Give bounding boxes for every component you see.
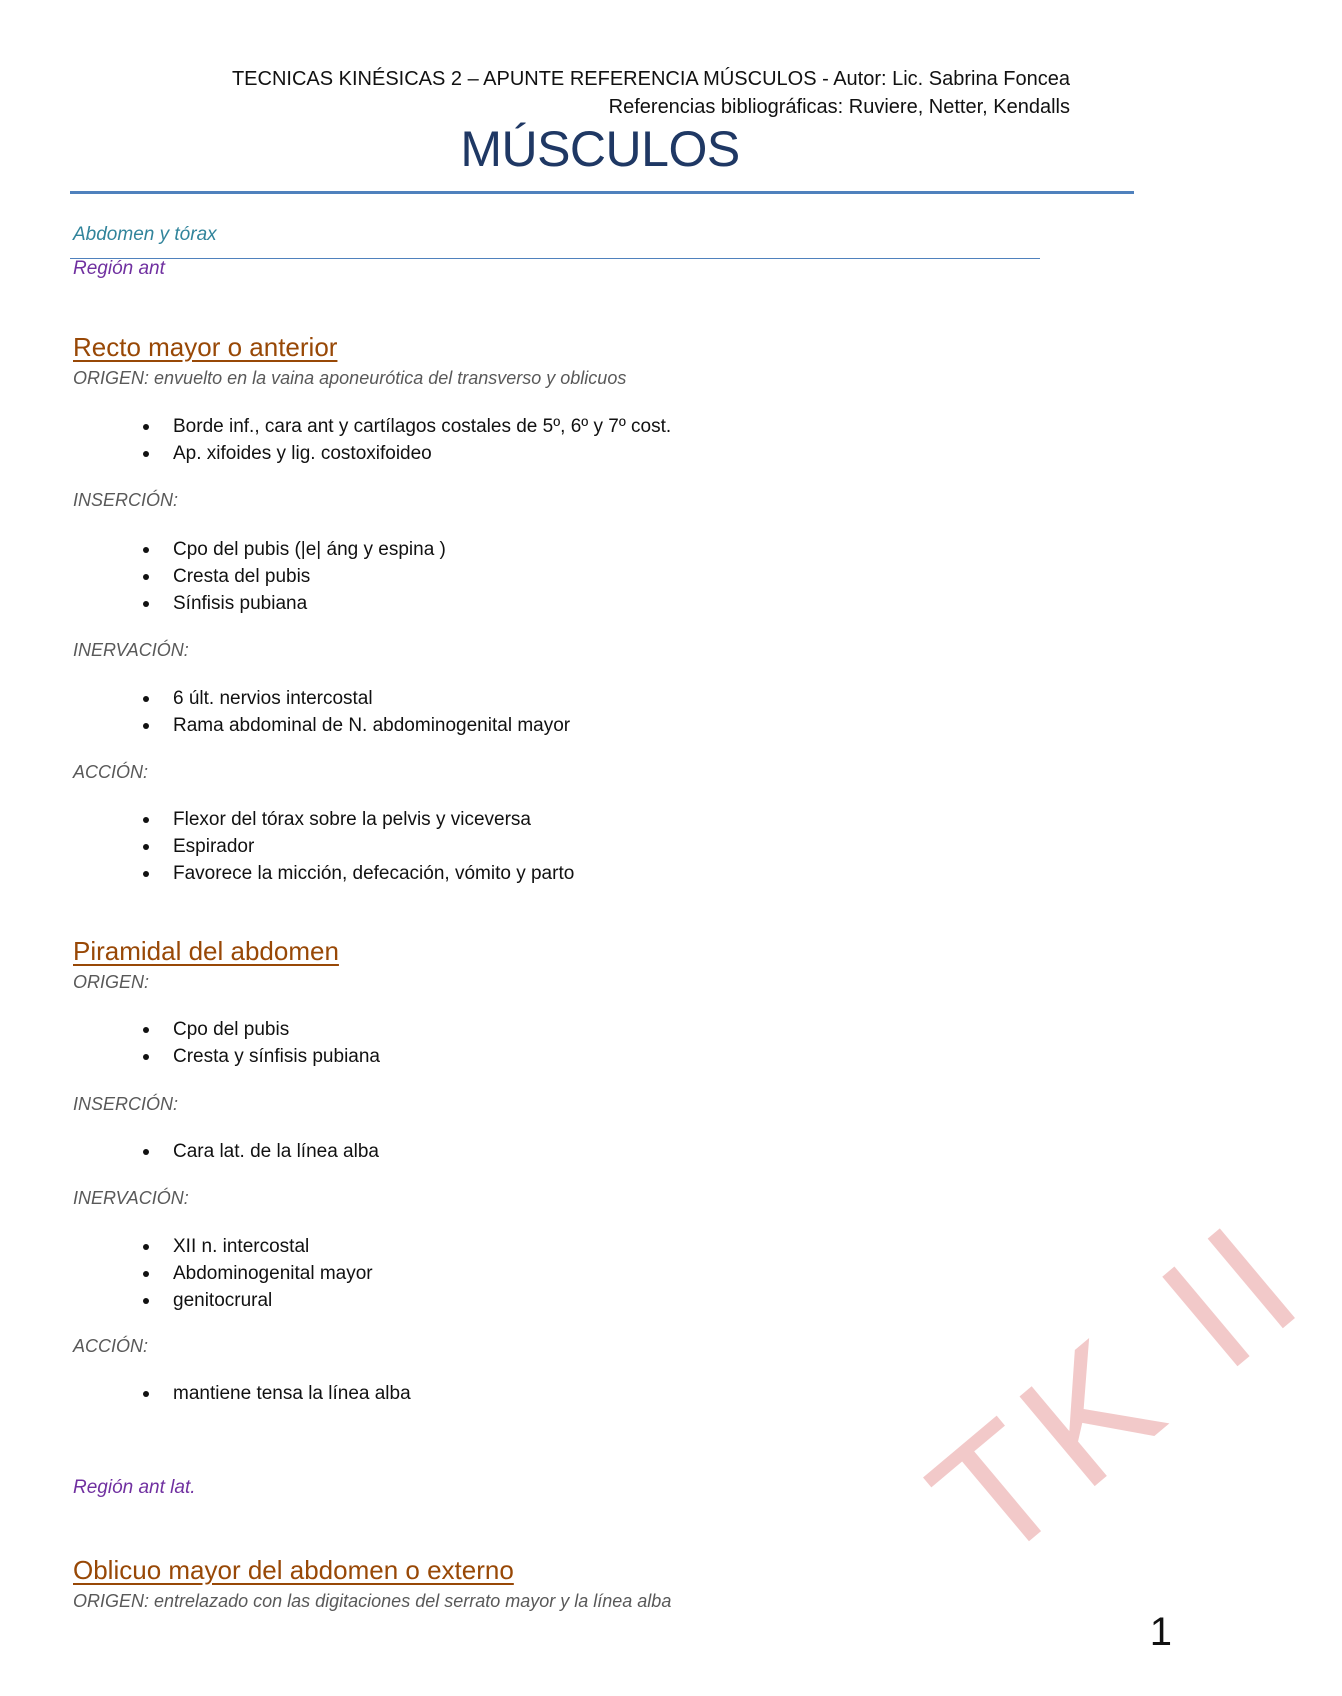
section-divider [70,258,1040,259]
list-item: Flexor del tórax sobre la pelvis y viceversa [140,806,574,833]
title-divider [70,191,1134,194]
origin-label: ORIGEN: [73,368,150,388]
origin-line [73,1591,671,1612]
section-heading: Abdomen y tórax [73,224,217,245]
innervation-list [140,685,570,739]
list-item: genitocrural [140,1287,373,1314]
list-item: Cpo del pubis [140,1016,380,1043]
origin-line [73,368,626,389]
list-item: Espirador [140,833,574,860]
muscle-title-recto-mayor: Recto mayor o anterior [73,332,338,362]
list-item: Cara lat. de la línea alba [140,1138,379,1165]
list-item: Sínfisis pubiana [140,590,446,617]
list-item: XII n. intercostal [140,1233,373,1260]
origin-list [140,413,671,467]
insertion-label: INSERCIÓN: [73,490,179,510]
list-item: Ap. xifoides y lig. costoxifoideo [140,440,671,467]
list-item: mantiene tensa la línea alba [140,1380,411,1407]
action-list [140,806,574,887]
action-list [140,1380,411,1407]
origin-label: ORIGEN: [73,1591,150,1611]
region-heading-anterior: Región ant [73,258,165,279]
action-label: ACCIÓN: [73,1336,149,1356]
origin-text: entrelazado con las digitaciones del serrato mayor y la línea alba [154,1591,672,1611]
origin-label: ORIGEN: [73,972,150,992]
action-label: ACCIÓN: [73,762,149,782]
insertion-list [140,536,446,617]
muscle-title-piramidal: Piramidal del abdomen [73,936,339,966]
region-heading-anterolateral: Región ant lat. [73,1477,196,1498]
innervation-label: INERVACIÓN: [73,640,189,660]
insertion-list [140,1138,379,1165]
list-item: Borde inf., cara ant y cartílagos costales de 5º, 6º y 7º cost. [140,413,671,440]
innervation-list [140,1233,373,1314]
list-item: 6 últ. nervios intercostal [140,685,570,712]
list-item: Cresta del pubis [140,563,446,590]
list-item: Rama abdominal de N. abdominogenital mayor [140,712,570,739]
page-number: 1 [1149,1610,1172,1654]
muscle-title-oblicuo-mayor: Oblicuo mayor del abdomen o externo [73,1555,514,1585]
watermark: TK II [896,1183,1340,1598]
innervation-label: INERVACIÓN: [73,1188,189,1208]
list-item: Favorece la micción, defecación, vómito y parto [140,860,574,887]
page-title: MÚSCULOS [460,121,740,177]
list-item: Cpo del pubis (|e| áng y espina ) [140,536,446,563]
list-item: Cresta y sínfisis pubiana [140,1043,380,1070]
origin-text: envuelto en la vaina aponeurótica del transverso y oblicuos [154,368,627,388]
header-references-line: Referencias bibliográficas: Ruviere, Netter, Kendalls [608,96,1070,118]
header-title-line: TECNICAS KINÉSICAS 2 – APUNTE REFERENCIA MÚSCULOS - Autor: Lic. Sabrina Foncea [231,68,1070,90]
list-item: Abdominogenital mayor [140,1260,373,1287]
origin-list [140,1016,380,1070]
insertion-label: INSERCIÓN: [73,1094,179,1114]
